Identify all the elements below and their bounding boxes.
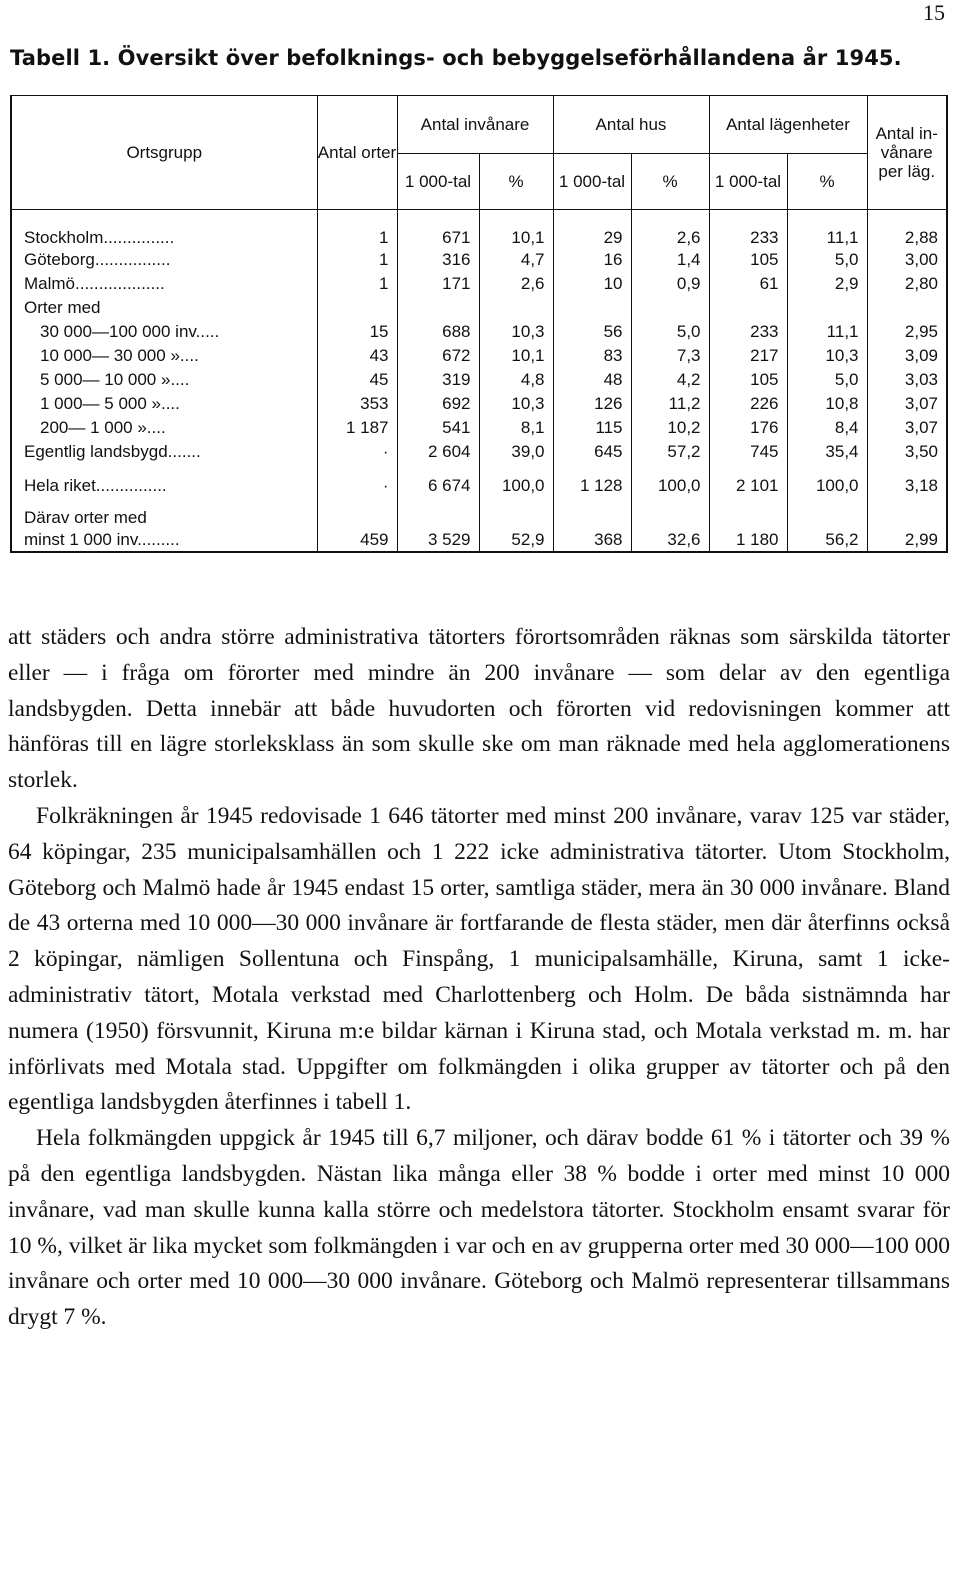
cell-hus: 29 [553, 210, 631, 249]
table-row [11, 440, 947, 464]
cell-inv: 6 674 [397, 464, 479, 496]
header-inv-tal: 1 000-tal [397, 154, 479, 210]
cell-per: 3,03 [867, 368, 947, 392]
cell-lag: 226 [709, 392, 787, 416]
cell-inv: 316 [397, 248, 479, 272]
cell-lag: 745 [709, 440, 787, 464]
header-ortsgrupp: Ortsgrupp [11, 96, 317, 210]
cell-inv-pct: 4,8 [479, 368, 553, 392]
cell-lag: 217 [709, 344, 787, 368]
cell-hus: 16 [553, 248, 631, 272]
header-hus-tal: 1 000-tal [553, 154, 631, 210]
table-body [11, 210, 947, 553]
table-row [11, 320, 947, 344]
cell-hus: 1 128 [553, 464, 631, 496]
cell-inv: 692 [397, 392, 479, 416]
cell-lag [709, 496, 787, 528]
cell-orter: 43 [317, 344, 397, 368]
cell-lag-pct: 5,0 [787, 368, 867, 392]
cell-lag-pct: 100,0 [787, 464, 867, 496]
table-row [11, 272, 947, 296]
cell-inv-pct: 10,3 [479, 392, 553, 416]
cell-inv-pct: 8,1 [479, 416, 553, 440]
cell-lag: 1 180 [709, 528, 787, 552]
cell-inv-pct: 52,9 [479, 528, 553, 552]
cell-per: 3,50 [867, 440, 947, 464]
cell-inv-pct: 39,0 [479, 440, 553, 464]
cell-hus: 83 [553, 344, 631, 368]
cell-hus: 10 [553, 272, 631, 296]
cell-lag-pct: 11,1 [787, 210, 867, 249]
cell-hus-pct [631, 296, 709, 320]
cell-inv-pct: 4,7 [479, 248, 553, 272]
cell-hus-pct: 100,0 [631, 464, 709, 496]
header-lag-tal: 1 000-tal [709, 154, 787, 210]
cell-per: 3,00 [867, 248, 947, 272]
row-label: Stockholm............... [11, 210, 317, 249]
cell-lag: 105 [709, 248, 787, 272]
cell-orter: 1 187 [317, 416, 397, 440]
cell-lag: 105 [709, 368, 787, 392]
header-inv-pct: % [479, 154, 553, 210]
cell-lag-pct [787, 296, 867, 320]
population-table [10, 95, 948, 553]
table-row [11, 368, 947, 392]
cell-hus-pct: 11,2 [631, 392, 709, 416]
cell-orter: · [317, 464, 397, 496]
cell-hus: 56 [553, 320, 631, 344]
cell-inv [397, 496, 479, 528]
cell-hus-pct: 5,0 [631, 320, 709, 344]
cell-inv: 171 [397, 272, 479, 296]
cell-lag-pct: 56,2 [787, 528, 867, 552]
cell-inv: 319 [397, 368, 479, 392]
cell-lag: 2 101 [709, 464, 787, 496]
cell-per: 2,88 [867, 210, 947, 249]
cell-per [867, 296, 947, 320]
page-number: 15 [923, 0, 945, 25]
row-label: Egentlig landsbygd....... [11, 440, 317, 464]
table-row [11, 496, 947, 528]
cell-lag-pct: 11,1 [787, 320, 867, 344]
row-label: Göteborg................ [11, 248, 317, 272]
row-label: 30 000—100 000 inv..... [11, 320, 317, 344]
cell-inv-pct [479, 496, 553, 528]
row-label: Därav orter med [11, 496, 317, 528]
cell-orter: 353 [317, 392, 397, 416]
cell-orter [317, 296, 397, 320]
cell-orter: 1 [317, 248, 397, 272]
cell-orter: · [317, 440, 397, 464]
cell-per: 3,07 [867, 416, 947, 440]
cell-hus [553, 296, 631, 320]
cell-hus: 48 [553, 368, 631, 392]
paragraph-2: Folkräkningen år 1945 redovisade 1 646 tätorter med minst 200 invånare, varav 125 var städer, 64 köpingar, 235 municipalsamhällen och 1 222 icke administrativa tätorter. Utom Stockholm, Göteborg och Malmö hade år 1945 endast 15 orter, samtliga städer, mera än 30 000 invånare. Bland de 43 orterna med 10 000—30 000 invånare är fortfarande de flesta städer, men där återfinns också 2 köpingar, nämligen Sollentuna och Finspång, 1 municipalsamhälle, Kiruna, samt 1 icke-administrativ tätort, Motala verkstad med Charlottenberg och Holm. De båda sistnämnda har numera (1950) försvunnit, Kiruna m:e bildar kärnan i Kiruna stad, och Motala verkstad m. m. har införlivats med Motala stad. Uppgifter om folkmängden i olika grupper av tätorter och på den egentliga landsbygden återfinnes i tabell 1. [8, 802, 950, 1116]
row-label: Hela riket............... [11, 464, 317, 496]
cell-hus: 126 [553, 392, 631, 416]
cell-hus-pct: 57,2 [631, 440, 709, 464]
cell-lag: 233 [709, 210, 787, 249]
cell-lag-pct: 8,4 [787, 416, 867, 440]
row-label: Malmö................... [11, 272, 317, 296]
cell-per: 3,09 [867, 344, 947, 368]
cell-hus-pct: 10,2 [631, 416, 709, 440]
header-antal-invanare: Antal invånare [397, 96, 553, 154]
row-label: minst 1 000 inv......... [11, 528, 317, 552]
cell-inv: 3 529 [397, 528, 479, 552]
cell-lag: 233 [709, 320, 787, 344]
cell-orter [317, 496, 397, 528]
cell-inv [397, 296, 479, 320]
cell-per: 3,18 [867, 464, 947, 496]
cell-inv-pct: 100,0 [479, 464, 553, 496]
cell-hus-pct: 1,4 [631, 248, 709, 272]
cell-per: 3,07 [867, 392, 947, 416]
cell-orter: 459 [317, 528, 397, 552]
cell-orter: 45 [317, 368, 397, 392]
header-antal-hus: Antal hus [553, 96, 709, 154]
cell-inv-pct: 10,3 [479, 320, 553, 344]
cell-per: 2,95 [867, 320, 947, 344]
cell-orter: 1 [317, 272, 397, 296]
cell-lag: 176 [709, 416, 787, 440]
row-label: 200— 1 000 ».... [11, 416, 317, 440]
cell-per: 2,80 [867, 272, 947, 296]
cell-inv: 688 [397, 320, 479, 344]
cell-lag-pct: 5,0 [787, 248, 867, 272]
cell-orter: 1 [317, 210, 397, 249]
table-row [11, 392, 947, 416]
cell-per [867, 496, 947, 528]
table-title: Tabell 1. Översikt över befolknings- och bebyggelseförhållandena år 1945. [10, 46, 902, 70]
cell-lag-pct: 10,3 [787, 344, 867, 368]
row-label: 5 000— 10 000 ».... [11, 368, 317, 392]
cell-inv: 2 604 [397, 440, 479, 464]
paragraph-1: att städers och andra större administrativa tätorters förortsområden räknas som särskilda tätorter eller — i fråga om förorter med mindre än 200 invånare — som delar av den egentliga landsbygden. Detta innebär att både huvudorten och förorten vid redovisningen kommer att hänföras till en lägre storleksklass än som skulle ske om man räknade med hela agglomerationens storlek. [8, 624, 950, 794]
header-hus-pct: % [631, 154, 709, 210]
table-row [11, 296, 947, 320]
cell-hus-pct: 4,2 [631, 368, 709, 392]
cell-inv-pct: 10,1 [479, 344, 553, 368]
cell-hus [553, 496, 631, 528]
cell-lag [709, 296, 787, 320]
cell-hus-pct: 32,6 [631, 528, 709, 552]
cell-hus: 115 [553, 416, 631, 440]
header-lag-pct: % [787, 154, 867, 210]
cell-lag-pct: 35,4 [787, 440, 867, 464]
row-label: 1 000— 5 000 ».... [11, 392, 317, 416]
cell-orter: 15 [317, 320, 397, 344]
cell-hus-pct: 0,9 [631, 272, 709, 296]
row-label: Orter med [11, 296, 317, 320]
cell-inv: 672 [397, 344, 479, 368]
cell-inv-pct [479, 296, 553, 320]
cell-inv: 541 [397, 416, 479, 440]
table-row [11, 210, 947, 249]
table-row [11, 416, 947, 440]
cell-hus-pct [631, 496, 709, 528]
header-antal-orter: Antal orter [317, 96, 397, 210]
header-antal-lagenheter: Antal lägenheter [709, 96, 867, 154]
cell-lag-pct: 2,9 [787, 272, 867, 296]
row-label: 10 000— 30 000 ».... [11, 344, 317, 368]
cell-inv-pct: 2,6 [479, 272, 553, 296]
cell-hus: 645 [553, 440, 631, 464]
body-text [8, 620, 950, 1336]
header-invanare-per-lag: Antal in-vånare per läg. [867, 96, 947, 210]
table-row [11, 344, 947, 368]
cell-lag-pct: 10,8 [787, 392, 867, 416]
cell-lag: 61 [709, 272, 787, 296]
cell-inv-pct: 10,1 [479, 210, 553, 249]
cell-hus-pct: 7,3 [631, 344, 709, 368]
table-row [11, 528, 947, 552]
cell-inv: 671 [397, 210, 479, 249]
cell-lag-pct [787, 496, 867, 528]
table-row [11, 248, 947, 272]
cell-hus-pct: 2,6 [631, 210, 709, 249]
table-row [11, 464, 947, 496]
paragraph-3: Hela folkmängden uppgick år 1945 till 6,7 miljoner, och därav bodde 61 % i tätorter och 39 % på den egentliga landsbygden. Nästan lika många eller 38 % bodde i orter med minst 10 000 invånare, vad man skulle kunna kalla större och medelstora tätorter. Stockholm ensamt svarar för 10 %, vilket är lika mycket som folkmängden i var och en av grupperna orter med 30 000—100 000 invånare och orter med 10 000—30 000 invånare. Göteborg och Malmö representerar tillsammans drygt 7 %. [8, 1125, 950, 1331]
cell-hus: 368 [553, 528, 631, 552]
cell-per: 2,99 [867, 528, 947, 552]
